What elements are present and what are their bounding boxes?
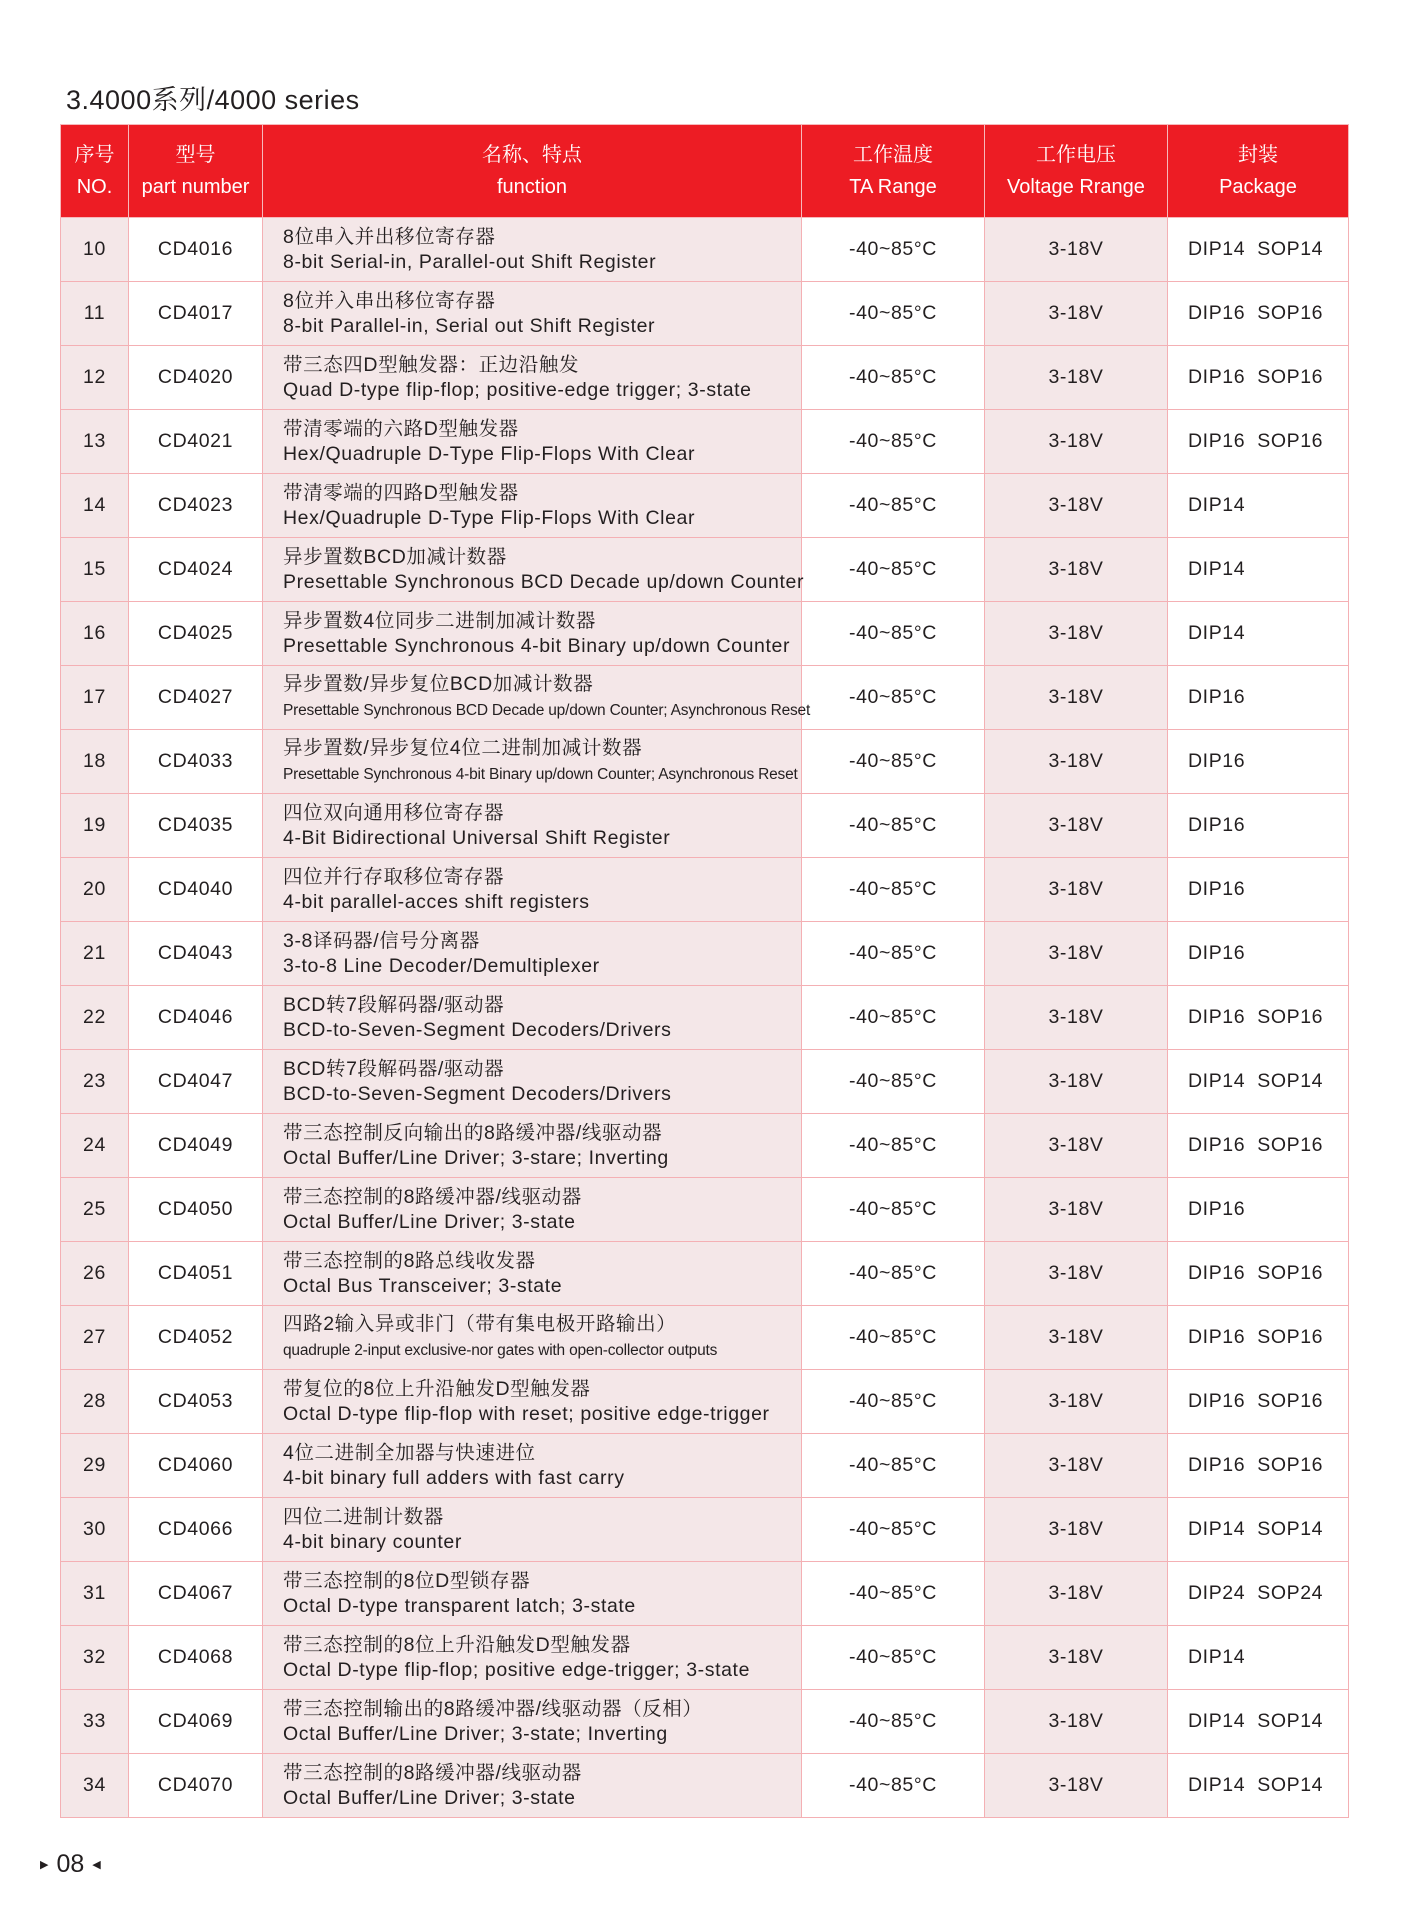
function-cn: 四位二进制计数器 bbox=[283, 1505, 444, 1528]
row-voltage: 3-18V bbox=[985, 1370, 1168, 1434]
row-package: DIP14 SOP14 bbox=[1168, 1498, 1349, 1562]
row-voltage: 3-18V bbox=[985, 410, 1168, 474]
row-voltage: 3-18V bbox=[985, 1050, 1168, 1114]
page-number bbox=[40, 1850, 101, 1879]
table-row bbox=[61, 1754, 1349, 1818]
table-row bbox=[61, 1626, 1349, 1690]
function-cn: 带复位的8位上升沿触发D型触发器 bbox=[283, 1377, 591, 1400]
row-no: 26 bbox=[61, 1242, 129, 1306]
row-voltage: 3-18V bbox=[985, 602, 1168, 666]
function-en: 8-bit Serial-in, Parallel-out Shift Register bbox=[283, 250, 657, 273]
row-temp-range: -40~85°C bbox=[802, 1114, 985, 1178]
row-package: DIP16 SOP16 bbox=[1168, 410, 1349, 474]
table-row bbox=[61, 602, 1349, 666]
table-row bbox=[61, 794, 1349, 858]
function-en: Hex/Quadruple D-Type Flip-Flops With Clear bbox=[283, 506, 696, 529]
row-no: 17 bbox=[61, 666, 129, 730]
table-row bbox=[61, 1050, 1349, 1114]
row-part-number: CD4033 bbox=[129, 730, 263, 794]
row-part-number: CD4053 bbox=[129, 1370, 263, 1434]
table-header-row bbox=[61, 125, 1349, 218]
row-part-number: CD4067 bbox=[129, 1562, 263, 1626]
row-package: DIP16 bbox=[1168, 730, 1349, 794]
row-no: 25 bbox=[61, 1178, 129, 1242]
row-part-number: CD4051 bbox=[129, 1242, 263, 1306]
row-voltage: 3-18V bbox=[985, 1242, 1168, 1306]
row-function bbox=[263, 1242, 802, 1306]
table-row bbox=[61, 282, 1349, 346]
product-table bbox=[60, 124, 1349, 1818]
function-en: Octal D-type flip-flop; positive edge-trigger; 3-state bbox=[283, 1658, 751, 1681]
row-no: 34 bbox=[61, 1754, 129, 1818]
header-cn: 封装 bbox=[1238, 144, 1278, 166]
row-voltage: 3-18V bbox=[985, 730, 1168, 794]
row-function bbox=[263, 346, 802, 410]
row-temp-range: -40~85°C bbox=[802, 1562, 985, 1626]
function-cn: 带清零端的六路D型触发器 bbox=[283, 417, 519, 440]
row-temp-range: -40~85°C bbox=[802, 1178, 985, 1242]
function-cn: 四位双向通用移位寄存器 bbox=[283, 801, 505, 824]
row-part-number: CD4024 bbox=[129, 538, 263, 602]
function-cn: 四位并行存取移位寄存器 bbox=[283, 865, 505, 888]
row-temp-range: -40~85°C bbox=[802, 282, 985, 346]
function-cn: 带三态控制的8位D型锁存器 bbox=[283, 1569, 531, 1592]
row-package: DIP14 SOP14 bbox=[1168, 1754, 1349, 1818]
function-en: Presettable Synchronous BCD Decade up/down Counter bbox=[283, 570, 805, 593]
function-cn: 异步置数4位同步二进制加减计数器 bbox=[283, 609, 596, 632]
row-no: 10 bbox=[61, 218, 129, 282]
table-row bbox=[61, 1690, 1349, 1754]
table-row bbox=[61, 1434, 1349, 1498]
row-no: 28 bbox=[61, 1370, 129, 1434]
row-voltage: 3-18V bbox=[985, 1562, 1168, 1626]
page-number-text: 08 bbox=[56, 1850, 85, 1878]
row-function bbox=[263, 1178, 802, 1242]
row-no: 22 bbox=[61, 986, 129, 1050]
row-package: DIP16 SOP16 bbox=[1168, 1306, 1349, 1370]
function-cn: 带三态控制的8路总线收发器 bbox=[283, 1249, 536, 1272]
row-voltage: 3-18V bbox=[985, 282, 1168, 346]
row-package: DIP14 SOP14 bbox=[1168, 1690, 1349, 1754]
row-voltage: 3-18V bbox=[985, 474, 1168, 538]
row-temp-range: -40~85°C bbox=[802, 1690, 985, 1754]
header-cn: 序号 bbox=[74, 144, 115, 166]
row-voltage: 3-18V bbox=[985, 218, 1168, 282]
row-package: DIP14 bbox=[1168, 474, 1349, 538]
row-part-number: CD4043 bbox=[129, 922, 263, 986]
table-row bbox=[61, 1178, 1349, 1242]
function-cn: 带三态控制的8位上升沿触发D型触发器 bbox=[283, 1633, 631, 1656]
table-row bbox=[61, 986, 1349, 1050]
row-package: DIP16 SOP16 bbox=[1168, 986, 1349, 1050]
row-package: DIP16 SOP16 bbox=[1168, 282, 1349, 346]
row-temp-range: -40~85°C bbox=[802, 346, 985, 410]
row-temp-range: -40~85°C bbox=[802, 1242, 985, 1306]
row-part-number: CD4023 bbox=[129, 474, 263, 538]
header-en: Voltage Rrange bbox=[1007, 176, 1145, 198]
row-temp-range: -40~85°C bbox=[802, 1434, 985, 1498]
header-part bbox=[129, 125, 263, 218]
row-function bbox=[263, 1114, 802, 1178]
row-voltage: 3-18V bbox=[985, 1626, 1168, 1690]
header-package bbox=[1168, 125, 1349, 218]
table-row bbox=[61, 1370, 1349, 1434]
row-temp-range: -40~85°C bbox=[802, 1498, 985, 1562]
row-function bbox=[263, 282, 802, 346]
section-title: 3.4000系列/4000 series bbox=[66, 85, 360, 115]
row-temp-range: -40~85°C bbox=[802, 666, 985, 730]
row-no: 16 bbox=[61, 602, 129, 666]
row-no: 20 bbox=[61, 858, 129, 922]
row-function bbox=[263, 986, 802, 1050]
function-cn: BCD转7段解码器/驱动器 bbox=[283, 993, 505, 1016]
row-function bbox=[263, 1626, 802, 1690]
function-cn: 8位串入并出移位寄存器 bbox=[283, 225, 496, 248]
row-part-number: CD4052 bbox=[129, 1306, 263, 1370]
row-no: 29 bbox=[61, 1434, 129, 1498]
row-package: DIP16 bbox=[1168, 666, 1349, 730]
function-en: 4-bit parallel-acces shift registers bbox=[283, 890, 590, 913]
row-voltage: 3-18V bbox=[985, 858, 1168, 922]
header-no bbox=[61, 125, 129, 218]
row-function bbox=[263, 1498, 802, 1562]
function-cn: 带三态控制输出的8路缓冲器/线驱动器（反相） bbox=[283, 1697, 703, 1720]
row-no: 23 bbox=[61, 1050, 129, 1114]
row-package: DIP14 bbox=[1168, 602, 1349, 666]
header-cn: 工作电压 bbox=[1036, 144, 1116, 166]
function-en: BCD-to-Seven-Segment Decoders/Drivers bbox=[283, 1018, 672, 1041]
row-no: 31 bbox=[61, 1562, 129, 1626]
row-voltage: 3-18V bbox=[985, 1498, 1168, 1562]
function-en: Octal D-type transparent latch; 3-state bbox=[283, 1594, 636, 1617]
table-row bbox=[61, 922, 1349, 986]
function-cn: 带清零端的四路D型触发器 bbox=[283, 481, 519, 504]
row-part-number: CD4050 bbox=[129, 1178, 263, 1242]
row-part-number: CD4020 bbox=[129, 346, 263, 410]
table-row bbox=[61, 1242, 1349, 1306]
header-en: function bbox=[496, 176, 568, 198]
row-temp-range: -40~85°C bbox=[802, 1050, 985, 1114]
row-part-number: CD4035 bbox=[129, 794, 263, 858]
row-no: 18 bbox=[61, 730, 129, 794]
row-function bbox=[263, 218, 802, 282]
row-package: DIP16 SOP16 bbox=[1168, 1434, 1349, 1498]
header-cn: 工作温度 bbox=[853, 144, 933, 166]
function-en: Presettable Synchronous 4-bit Binary up/down Counter; Asynchronous Reset bbox=[283, 766, 798, 783]
row-function bbox=[263, 602, 802, 666]
row-voltage: 3-18V bbox=[985, 922, 1168, 986]
row-part-number: CD4070 bbox=[129, 1754, 263, 1818]
function-en: BCD-to-Seven-Segment Decoders/Drivers bbox=[283, 1082, 672, 1105]
table-row bbox=[61, 1114, 1349, 1178]
row-part-number: CD4060 bbox=[129, 1434, 263, 1498]
row-voltage: 3-18V bbox=[985, 1114, 1168, 1178]
row-package: DIP16 bbox=[1168, 858, 1349, 922]
row-voltage: 3-18V bbox=[985, 666, 1168, 730]
row-part-number: CD4021 bbox=[129, 410, 263, 474]
row-part-number: CD4069 bbox=[129, 1690, 263, 1754]
table-row bbox=[61, 346, 1349, 410]
table-row bbox=[61, 1562, 1349, 1626]
function-cn: 带三态控制的8路缓冲器/线驱动器 bbox=[283, 1185, 582, 1208]
function-en: 4-bit binary counter bbox=[283, 1530, 462, 1553]
row-package: DIP14 SOP14 bbox=[1168, 218, 1349, 282]
function-cn: 8位并入串出移位寄存器 bbox=[283, 289, 496, 312]
row-temp-range: -40~85°C bbox=[802, 794, 985, 858]
row-no: 13 bbox=[61, 410, 129, 474]
row-part-number: CD4017 bbox=[129, 282, 263, 346]
row-no: 12 bbox=[61, 346, 129, 410]
row-package: DIP16 bbox=[1168, 794, 1349, 858]
row-function bbox=[263, 410, 802, 474]
row-no: 15 bbox=[61, 538, 129, 602]
row-function bbox=[263, 666, 811, 730]
header-voltage bbox=[985, 125, 1168, 218]
row-no: 32 bbox=[61, 1626, 129, 1690]
row-function bbox=[263, 538, 805, 602]
triangle-left-icon: ◀ bbox=[92, 1859, 101, 1871]
function-en: 3-to-8 Line Decoder/Demultiplexer bbox=[283, 954, 600, 977]
row-part-number: CD4025 bbox=[129, 602, 263, 666]
row-package: DIP14 bbox=[1168, 1626, 1349, 1690]
function-en: Octal D-type flip-flop with reset; positive edge-trigger bbox=[283, 1402, 770, 1425]
row-package: DIP16 SOP16 bbox=[1168, 1370, 1349, 1434]
row-no: 14 bbox=[61, 474, 129, 538]
row-function bbox=[263, 1754, 802, 1818]
header-function bbox=[263, 125, 802, 218]
table-row bbox=[61, 1306, 1349, 1370]
function-en: quadruple 2-input exclusive-nor gates with open-collector outputs bbox=[283, 1342, 718, 1359]
row-no: 24 bbox=[61, 1114, 129, 1178]
row-function bbox=[263, 1306, 802, 1370]
function-en: Octal Buffer/Line Driver; 3-state bbox=[283, 1786, 576, 1809]
row-function bbox=[263, 1690, 802, 1754]
row-temp-range: -40~85°C bbox=[802, 1370, 985, 1434]
table-row bbox=[61, 474, 1349, 538]
row-function bbox=[263, 922, 802, 986]
function-cn: 带三态四D型触发器：正边沿触发 bbox=[283, 353, 580, 376]
table-row bbox=[61, 538, 1349, 602]
function-cn: 4位二进制全加器与快速进位 bbox=[283, 1441, 536, 1464]
row-voltage: 3-18V bbox=[985, 1178, 1168, 1242]
row-package: DIP24 SOP24 bbox=[1168, 1562, 1349, 1626]
function-en: Quad D-type flip-flop; positive-edge trigger; 3-state bbox=[283, 378, 752, 401]
row-no: 33 bbox=[61, 1690, 129, 1754]
table-row bbox=[61, 730, 1349, 794]
row-function bbox=[263, 474, 802, 538]
header-cn: 型号 bbox=[175, 144, 216, 166]
row-no: 21 bbox=[61, 922, 129, 986]
function-en: Hex/Quadruple D-Type Flip-Flops With Clear bbox=[283, 442, 696, 465]
row-temp-range: -40~85°C bbox=[802, 474, 985, 538]
row-package: DIP16 SOP16 bbox=[1168, 1114, 1349, 1178]
row-package: DIP16 SOP16 bbox=[1168, 346, 1349, 410]
row-temp-range: -40~85°C bbox=[802, 922, 985, 986]
function-cn: 异步置数BCD加减计数器 bbox=[283, 545, 507, 568]
header-en: part number bbox=[141, 176, 250, 198]
row-part-number: CD4046 bbox=[129, 986, 263, 1050]
function-cn: BCD转7段解码器/驱动器 bbox=[283, 1057, 505, 1080]
row-function bbox=[263, 730, 802, 794]
row-part-number: CD4027 bbox=[129, 666, 263, 730]
row-temp-range: -40~85°C bbox=[802, 1754, 985, 1818]
row-voltage: 3-18V bbox=[985, 1434, 1168, 1498]
row-package: DIP16 bbox=[1168, 922, 1349, 986]
row-part-number: CD4068 bbox=[129, 1626, 263, 1690]
function-en: Octal Buffer/Line Driver; 3-state bbox=[283, 1210, 576, 1233]
function-cn: 异步置数/异步复位4位二进制加减计数器 bbox=[283, 737, 643, 759]
row-package: DIP14 SOP14 bbox=[1168, 1050, 1349, 1114]
function-cn: 四路2输入异或非门（带有集电极开路输出） bbox=[283, 1313, 677, 1335]
table-row bbox=[61, 410, 1349, 474]
table-row bbox=[61, 858, 1349, 922]
row-function bbox=[263, 1050, 802, 1114]
function-en: Presettable Synchronous BCD Decade up/down Counter; Asynchronous Reset bbox=[283, 702, 811, 719]
row-package: DIP16 bbox=[1168, 1178, 1349, 1242]
table-row bbox=[61, 666, 1349, 730]
row-temp-range: -40~85°C bbox=[802, 1626, 985, 1690]
row-voltage: 3-18V bbox=[985, 1690, 1168, 1754]
table-row bbox=[61, 218, 1349, 282]
function-en: Presettable Synchronous 4-bit Binary up/down Counter bbox=[283, 634, 791, 657]
function-en: 8-bit Parallel-in, Serial out Shift Register bbox=[283, 314, 656, 337]
row-part-number: CD4049 bbox=[129, 1114, 263, 1178]
header-en: NO. bbox=[76, 176, 113, 198]
row-function bbox=[263, 1434, 802, 1498]
row-temp-range: -40~85°C bbox=[802, 858, 985, 922]
header-en: TA Range bbox=[849, 176, 937, 198]
row-function bbox=[263, 1370, 802, 1434]
function-cn: 3-8译码器/信号分离器 bbox=[283, 929, 480, 952]
row-voltage: 3-18V bbox=[985, 1306, 1168, 1370]
header-cn: 名称、特点 bbox=[482, 144, 582, 166]
row-voltage: 3-18V bbox=[985, 794, 1168, 858]
function-cn: 异步置数/异步复位BCD加减计数器 bbox=[283, 673, 594, 695]
triangle-right-icon: ▶ bbox=[40, 1859, 49, 1871]
row-part-number: CD4047 bbox=[129, 1050, 263, 1114]
row-no: 27 bbox=[61, 1306, 129, 1370]
row-voltage: 3-18V bbox=[985, 1754, 1168, 1818]
row-voltage: 3-18V bbox=[985, 538, 1168, 602]
function-en: Octal Buffer/Line Driver; 3-state; Inverting bbox=[283, 1722, 668, 1745]
row-voltage: 3-18V bbox=[985, 346, 1168, 410]
header-temp bbox=[802, 125, 985, 218]
function-en: Octal Buffer/Line Driver; 3-stare; Inverting bbox=[283, 1146, 669, 1169]
header-en: Package bbox=[1219, 176, 1297, 198]
row-part-number: CD4040 bbox=[129, 858, 263, 922]
function-en: 4-bit binary full adders with fast carry bbox=[283, 1466, 625, 1489]
function-en: Octal Bus Transceiver; 3-state bbox=[283, 1274, 563, 1297]
row-temp-range: -40~85°C bbox=[802, 986, 985, 1050]
row-temp-range: -40~85°C bbox=[802, 1306, 985, 1370]
row-part-number: CD4016 bbox=[129, 218, 263, 282]
row-function bbox=[263, 794, 802, 858]
row-package: DIP16 SOP16 bbox=[1168, 1242, 1349, 1306]
row-part-number: CD4066 bbox=[129, 1498, 263, 1562]
table-row bbox=[61, 1498, 1349, 1562]
row-temp-range: -40~85°C bbox=[802, 218, 985, 282]
row-no: 30 bbox=[61, 1498, 129, 1562]
function-cn: 带三态控制的8路缓冲器/线驱动器 bbox=[283, 1761, 582, 1784]
row-no: 19 bbox=[61, 794, 129, 858]
row-voltage: 3-18V bbox=[985, 986, 1168, 1050]
function-en: 4-Bit Bidirectional Universal Shift Register bbox=[283, 826, 671, 849]
row-no: 11 bbox=[61, 282, 129, 346]
function-cn: 带三态控制反向输出的8路缓冲器/线驱动器 bbox=[283, 1121, 663, 1144]
row-temp-range: -40~85°C bbox=[802, 602, 985, 666]
row-temp-range: -40~85°C bbox=[802, 730, 985, 794]
row-temp-range: -40~85°C bbox=[802, 410, 985, 474]
row-temp-range: -40~85°C bbox=[802, 538, 985, 602]
row-function bbox=[263, 1562, 802, 1626]
row-package: DIP14 bbox=[1168, 538, 1349, 602]
row-function bbox=[263, 858, 802, 922]
